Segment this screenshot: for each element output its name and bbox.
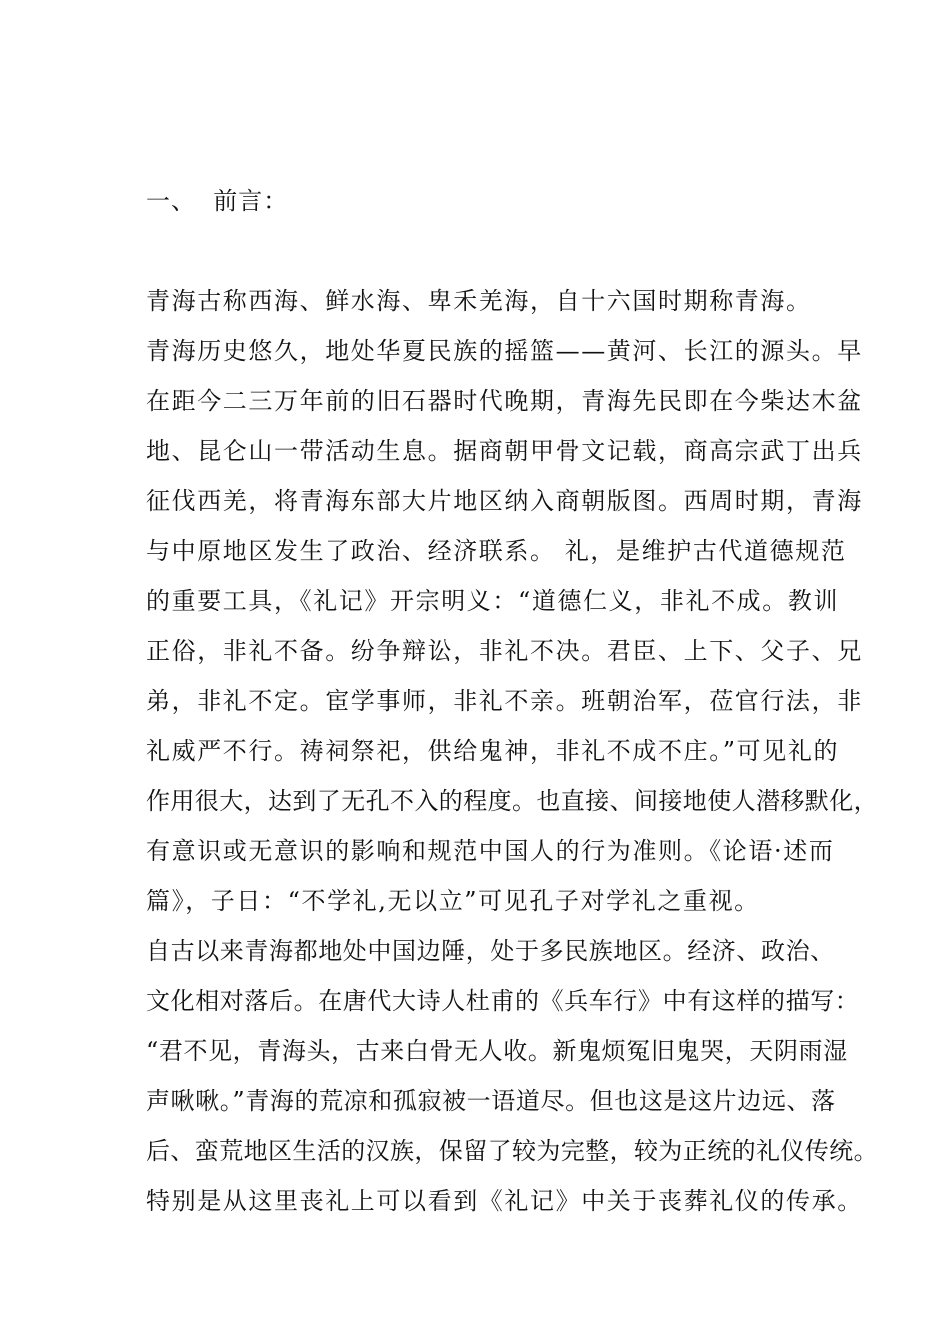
body-line: 声啾啾。”青海的荒凉和孤寂被一语道尽。但也这是这片边远、落 xyxy=(146,1087,836,1115)
body-line: 青海古称西海、鲜水海、卑禾羌海，自十六国时期称青海。 xyxy=(146,287,812,315)
body-line: 征伐西羌，将青海东部大片地区纳入商朝版图。西周时期，青海 xyxy=(146,487,863,515)
body-line: 与中原地区发生了政治、经济联系。 礼，是维护古代道德规范 xyxy=(146,537,847,565)
body-line: 篇》，子日：“不学礼,无以立”可见孔子对学礼之重视。 xyxy=(146,887,760,915)
body-line: “君不见，青海头，古来白骨无人收。新鬼烦冤旧鬼哭，天阴雨湿 xyxy=(146,1037,848,1065)
body-line: 在距今二三万年前的旧石器时代晚期，青海先民即在今柴达木盆 xyxy=(146,387,863,415)
body-line: 有意识或无意识的影响和规范中国人的行为准则。《论语·述而 xyxy=(146,837,835,865)
body-line: 文化相对落后。在唐代大诗人杜甫的《兵车行》中有这样的描写： xyxy=(146,987,860,1015)
body-line: 自古以来青海都地处中国边陲，处于多民族地区。经济、政治、 xyxy=(146,937,835,965)
section-heading: 一、 前言： xyxy=(146,187,289,215)
body-line: 青海历史悠久，地处华夏民族的摇篮——黄河、长江的源头。早 xyxy=(146,337,863,365)
body-line: 特别是从这里丧礼上可以看到《礼记》中关于丧葬礼仪的传承。 xyxy=(146,1187,863,1215)
body-line: 礼威严不行。祷祠祭祀，供给鬼神，非礼不成不庄。”可见礼的 xyxy=(146,737,840,765)
body-line: 后、蛮荒地区生活的汉族，保留了较为完整，较为正统的礼仪传统。 xyxy=(146,1137,878,1165)
body-line: 弟，非礼不定。宦学事师，非礼不亲。班朝治军，莅官行法，非 xyxy=(146,687,863,715)
body-line: 的重要工具，《礼记》开宗明义：“道德仁义，非礼不成。教训 xyxy=(146,587,840,615)
body-line: 地、昆仑山一带活动生息。据商朝甲骨文记载，商高宗武丁出兵 xyxy=(146,437,863,465)
body-line: 作用很大，达到了无孔不入的程度。也直接、间接地使人潜移默化， xyxy=(146,787,878,815)
body-line: 正俗，非礼不备。纷争辩讼，非礼不决。君臣、上下、父子、兄 xyxy=(146,637,863,665)
